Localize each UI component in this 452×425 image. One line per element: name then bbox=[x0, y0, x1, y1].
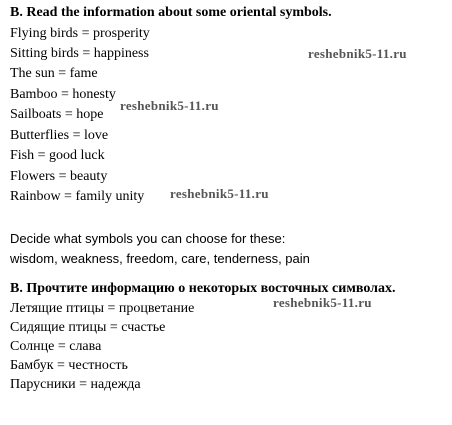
symbol-item: Butterflies = love bbox=[10, 128, 109, 143]
symbol-item: Парусники = надежда bbox=[10, 377, 141, 392]
russian-heading: B. Прочтите информацию о некоторых восточных символах. bbox=[10, 281, 396, 296]
symbol-item: Бамбук = честность bbox=[10, 358, 128, 373]
english-heading: B. Read the information about some oriental symbols. bbox=[10, 5, 332, 20]
symbol-item: Sailboats = hope bbox=[10, 107, 104, 122]
watermark: reshebnik5-11.ru bbox=[170, 186, 269, 201]
symbol-item: Fish = good luck bbox=[10, 148, 105, 163]
symbol-item: Сидящие птицы = счастье bbox=[10, 320, 166, 335]
symbol-item: Sitting birds = happiness bbox=[10, 46, 149, 61]
watermark: reshebnik5-11.ru bbox=[273, 295, 372, 310]
task-instruction: Decide what symbols you can choose for these: bbox=[10, 231, 286, 246]
watermark: reshebnik5-11.ru bbox=[120, 98, 219, 113]
symbol-item: Rainbow = family unity bbox=[10, 189, 145, 204]
symbol-item: Летящие птицы = процветание bbox=[10, 301, 195, 316]
symbol-item: Flowers = beauty bbox=[10, 169, 108, 184]
symbol-item: Flying birds = prosperity bbox=[10, 26, 150, 41]
watermark: reshebnik5-11.ru bbox=[308, 46, 407, 61]
word-list: wisdom, weakness, freedom, care, tenderness, pain bbox=[10, 251, 310, 266]
symbol-item: Солнце = слава bbox=[10, 339, 102, 354]
symbol-item: The sun = fame bbox=[10, 66, 98, 81]
symbol-item: Bamboo = honesty bbox=[10, 87, 116, 102]
